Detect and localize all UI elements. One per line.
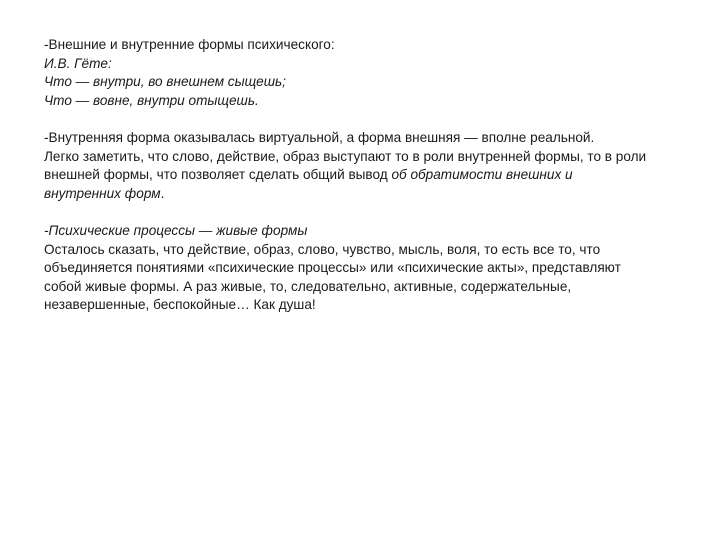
paragraph-line: Легко заметить, что слово, действие, образ выступают то в роли внутренней формы, то в роли (44, 148, 647, 164)
paragraph-line: объединяется понятиями «психические процессы» или «психические акты», представляют (44, 260, 621, 275)
quote-verse-2: Что — вовне, внутри отыщешь. (44, 92, 259, 108)
slide-text (44, 36, 694, 334)
emphasis-text: об обратимости внешних и (391, 167, 573, 182)
quote-author: И.В. Гёте: (44, 55, 112, 71)
emphasis-text: внутренних форм (44, 185, 161, 201)
quote-verse-1: Что — внутри, во внешнем сыщешь; (44, 74, 286, 89)
paragraph-line: собой живые формы. А раз живые, то, следовательно, активные, содержательные, (44, 278, 572, 294)
paragraph-text: . (160, 185, 165, 201)
paragraph-line: незавершенные, беспокойные… Как душа! (44, 297, 316, 312)
paragraph-line (44, 185, 694, 204)
section-heading-processes: -Психические процессы — живые формы (44, 223, 308, 238)
paragraph-line (44, 166, 694, 185)
paragraph-line: Осталось сказать, что действие, образ, слово, чувство, мысль, воля, то есть все то, что (44, 241, 601, 257)
goethe-quote-block (44, 36, 694, 110)
paragraph-text: внешней формы, что позволяет сделать общий вывод (44, 167, 392, 182)
paragraph-line: -Внутренняя форма оказывалась виртуальной, а форма внешняя — вполне реальной. (44, 130, 595, 145)
inner-outer-form-paragraph (44, 129, 694, 203)
living-forms-paragraph (44, 222, 694, 315)
section-heading-forms: -Внешние и внутренние формы психического: (44, 37, 335, 52)
